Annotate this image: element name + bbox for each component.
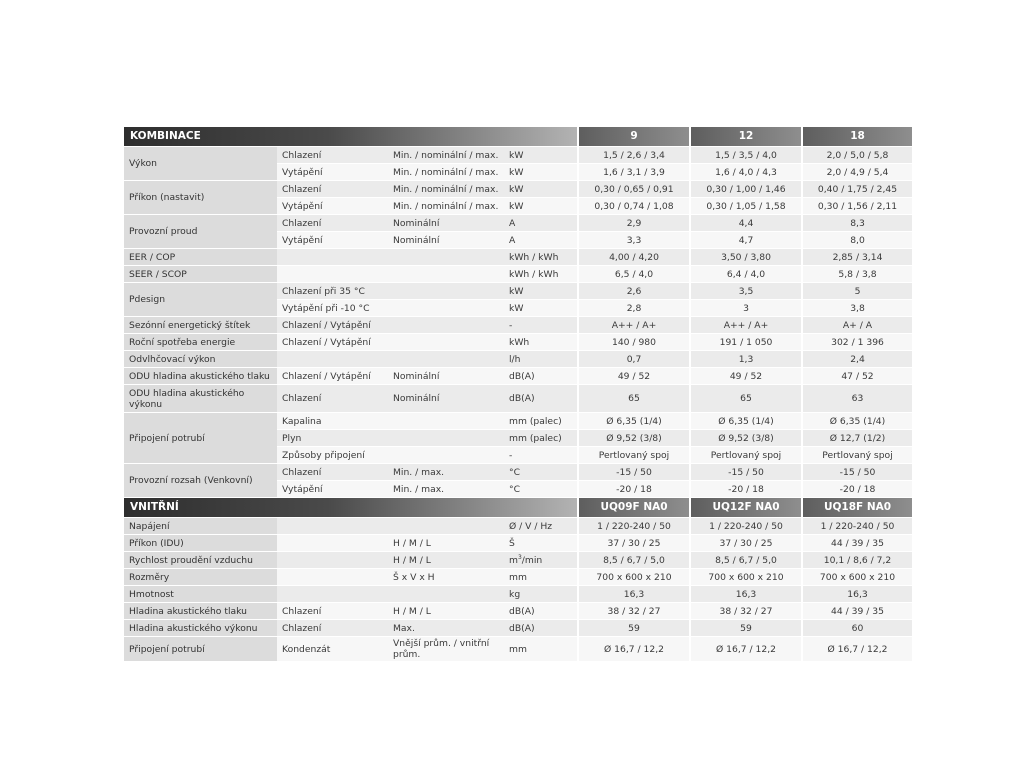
row-unit: kg xyxy=(504,586,577,603)
row-unit: °C xyxy=(504,481,577,498)
table-row xyxy=(124,620,912,637)
row-sub: Chlazení / Vytápění xyxy=(277,317,504,334)
cell-value: 3,5 xyxy=(689,283,801,300)
column-header: 12 xyxy=(689,127,801,147)
row-unit: °C xyxy=(504,464,577,481)
cell-value: 49 / 52 xyxy=(577,368,689,385)
row-unit: Š xyxy=(504,535,577,552)
row-sub: Chlazení xyxy=(277,464,388,481)
cell-value: -20 / 18 xyxy=(577,481,689,498)
row-sub: Chlazení xyxy=(277,385,388,413)
row-qualifier xyxy=(388,249,504,266)
row-qualifier: H / M / L xyxy=(388,552,504,569)
cell-value: 38 / 32 / 27 xyxy=(577,603,689,620)
cell-value: 1 / 220-240 / 50 xyxy=(801,518,912,535)
row-unit: kWh / kWh xyxy=(504,266,577,283)
row-label: Pdesign xyxy=(124,283,277,317)
row-unit: mm (palec) xyxy=(504,413,577,430)
cell-value: 1,6 / 3,1 / 3,9 xyxy=(577,164,689,181)
row-qualifier: Nominální xyxy=(388,215,504,232)
cell-value: 3 xyxy=(689,300,801,317)
row-label: Výkon xyxy=(124,147,277,181)
cell-value: Ø 16,7 / 12,2 xyxy=(801,637,912,662)
row-qualifier: Vnější prům. / vnitřní prům. xyxy=(388,637,504,662)
table-row xyxy=(124,215,912,232)
cell-value: 0,30 / 1,05 / 1,58 xyxy=(689,198,801,215)
row-unit: - xyxy=(504,447,577,464)
cell-value: 8,3 xyxy=(801,215,912,232)
row-qualifier: Min. / max. xyxy=(388,464,504,481)
cell-value: 16,3 xyxy=(689,586,801,603)
cell-value: 0,30 / 1,56 / 2,11 xyxy=(801,198,912,215)
table-row xyxy=(124,603,912,620)
cell-value: Ø 12,7 (1/2) xyxy=(801,430,912,447)
cell-value: 4,00 / 4,20 xyxy=(577,249,689,266)
row-sub xyxy=(277,586,388,603)
row-sub: Vytápění xyxy=(277,481,388,498)
cell-value: Ø 6,35 (1/4) xyxy=(801,413,912,430)
cell-value: 8,5 / 6,7 / 5,0 xyxy=(577,552,689,569)
cell-value: 1 / 220-240 / 50 xyxy=(577,518,689,535)
cell-value: 0,30 / 1,00 / 1,46 xyxy=(689,181,801,198)
cell-value: 59 xyxy=(577,620,689,637)
row-unit: Ø / V / Hz xyxy=(504,518,577,535)
row-label: Příkon (IDU) xyxy=(124,535,277,552)
cell-value: Ø 9,52 (3/8) xyxy=(689,430,801,447)
row-sub: Kapalina xyxy=(277,413,504,430)
cell-value: 1,5 / 2,6 / 3,4 xyxy=(577,147,689,164)
cell-value: 700 x 600 x 210 xyxy=(689,569,801,586)
cell-value: 140 / 980 xyxy=(577,334,689,351)
row-label: Rychlost proudění vzduchu xyxy=(124,552,277,569)
table-row xyxy=(124,385,912,413)
table-row xyxy=(124,249,912,266)
row-qualifier: Min. / max. xyxy=(388,481,504,498)
row-qualifier: Max. xyxy=(388,620,504,637)
cell-value: 191 / 1 050 xyxy=(689,334,801,351)
cell-value: Ø 16,7 / 12,2 xyxy=(577,637,689,662)
cell-value: 6,4 / 4,0 xyxy=(689,266,801,283)
row-sub: Chlazení xyxy=(277,181,388,198)
cell-value: 1,5 / 3,5 / 4,0 xyxy=(689,147,801,164)
table-row xyxy=(124,317,912,334)
cell-value: 44 / 39 / 35 xyxy=(801,535,912,552)
row-sub: Vytápění xyxy=(277,198,388,215)
cell-value: 10,1 / 8,6 / 7,2 xyxy=(801,552,912,569)
cell-value: -20 / 18 xyxy=(689,481,801,498)
row-sub: Chlazení xyxy=(277,147,388,164)
table-row xyxy=(124,637,912,662)
cell-value: -20 / 18 xyxy=(801,481,912,498)
cell-value: 1,3 xyxy=(689,351,801,368)
cell-value: 302 / 1 396 xyxy=(801,334,912,351)
row-qualifier: Nominální xyxy=(388,368,504,385)
cell-value: 44 / 39 / 35 xyxy=(801,603,912,620)
cell-value: 2,0 / 5,0 / 5,8 xyxy=(801,147,912,164)
column-header: UQ18F NA0 xyxy=(801,498,912,518)
cell-value: 4,7 xyxy=(689,232,801,249)
row-label: Hmotnost xyxy=(124,586,277,603)
cell-value: Ø 16,7 / 12,2 xyxy=(689,637,801,662)
row-qualifier: Min. / nominální / max. xyxy=(388,147,504,164)
cell-value: 3,3 xyxy=(577,232,689,249)
unit-tail: /min xyxy=(521,554,543,566)
table-row xyxy=(124,586,912,603)
row-unit: A xyxy=(504,215,577,232)
section-title: KOMBINACE xyxy=(124,127,577,147)
row-unit: - xyxy=(504,317,577,334)
table-row xyxy=(124,266,912,283)
cell-value: 0,30 / 0,74 / 1,08 xyxy=(577,198,689,215)
cell-value: 60 xyxy=(801,620,912,637)
cell-value: A++ / A+ xyxy=(689,317,801,334)
row-label: Připojení potrubí xyxy=(124,637,277,662)
cell-value: 2,8 xyxy=(577,300,689,317)
row-label: Hladina akustického tlaku xyxy=(124,603,277,620)
row-unit: mm (palec) xyxy=(504,430,577,447)
cell-value: 0,40 / 1,75 / 2,45 xyxy=(801,181,912,198)
row-unit: dB(A) xyxy=(504,368,577,385)
row-qualifier: Nominální xyxy=(388,385,504,413)
row-unit: A xyxy=(504,232,577,249)
row-qualifier xyxy=(388,266,504,283)
cell-value: Ø 6,35 (1/4) xyxy=(689,413,801,430)
row-unit: kW xyxy=(504,198,577,215)
row-label: Rozměry xyxy=(124,569,277,586)
cell-value: -15 / 50 xyxy=(577,464,689,481)
table-row xyxy=(124,147,912,164)
cell-value: Pertlovaný spoj xyxy=(801,447,912,464)
row-unit: mm xyxy=(504,637,577,662)
section-header-kombinace xyxy=(124,127,912,147)
cell-value: 63 xyxy=(801,385,912,413)
row-sub: Chlazení xyxy=(277,620,388,637)
column-header: UQ09F NA0 xyxy=(577,498,689,518)
cell-value: 0,7 xyxy=(577,351,689,368)
table-row xyxy=(124,464,912,481)
cell-value: 59 xyxy=(689,620,801,637)
row-qualifier: Š x V x H xyxy=(388,569,504,586)
row-sub xyxy=(277,266,388,283)
cell-value: 6,5 / 4,0 xyxy=(577,266,689,283)
row-unit: kWh / kWh xyxy=(504,249,577,266)
cell-value: 2,85 / 3,14 xyxy=(801,249,912,266)
row-sub: Chlazení / Vytápění xyxy=(277,334,504,351)
spec-sheet xyxy=(124,127,912,662)
row-sub xyxy=(277,249,388,266)
cell-value: 47 / 52 xyxy=(801,368,912,385)
row-label: Připojení potrubí xyxy=(124,413,277,464)
table-row xyxy=(124,552,912,569)
row-qualifier: H / M / L xyxy=(388,603,504,620)
cell-value: Ø 6,35 (1/4) xyxy=(577,413,689,430)
row-qualifier: Nominální xyxy=(388,232,504,249)
row-label: Roční spotřeba energie xyxy=(124,334,277,351)
cell-value: 2,6 xyxy=(577,283,689,300)
cell-value: 0,30 / 0,65 / 0,91 xyxy=(577,181,689,198)
row-unit: kW xyxy=(504,164,577,181)
spec-table xyxy=(124,127,912,662)
row-unit: kW xyxy=(504,147,577,164)
cell-value: 8,5 / 6,7 / 5,0 xyxy=(689,552,801,569)
row-label: Hladina akustického výkonu xyxy=(124,620,277,637)
unit-base: m xyxy=(509,554,518,566)
row-label: Příkon (nastavit) xyxy=(124,181,277,215)
cell-value: 49 / 52 xyxy=(689,368,801,385)
cell-value: 1 / 220-240 / 50 xyxy=(689,518,801,535)
row-sub: Vytápění xyxy=(277,164,388,181)
cell-value: 700 x 600 x 210 xyxy=(577,569,689,586)
column-header: 18 xyxy=(801,127,912,147)
row-label: SEER / SCOP xyxy=(124,266,277,283)
cell-value: 16,3 xyxy=(801,586,912,603)
row-sub: Chlazení xyxy=(277,215,388,232)
row-unit: kW xyxy=(504,300,577,317)
row-unit: dB(A) xyxy=(504,603,577,620)
row-qualifier: Min. / nominální / max. xyxy=(388,164,504,181)
cell-value: 700 x 600 x 210 xyxy=(801,569,912,586)
row-sub: Kondenzát xyxy=(277,637,388,662)
cell-value: Ø 9,52 (3/8) xyxy=(577,430,689,447)
cell-value: Pertlovaný spoj xyxy=(689,447,801,464)
row-sub: Chlazení / Vytápění xyxy=(277,368,388,385)
cell-value: 4,4 xyxy=(689,215,801,232)
cell-value: A+ / A xyxy=(801,317,912,334)
table-row xyxy=(124,518,912,535)
row-sub xyxy=(277,535,388,552)
row-label: Napájení xyxy=(124,518,277,535)
row-label: ODU hladina akustického tlaku xyxy=(124,368,277,385)
row-qualifier xyxy=(388,518,504,535)
row-qualifier: Min. / nominální / max. xyxy=(388,181,504,198)
row-label: Sezónní energetický štítek xyxy=(124,317,277,334)
row-label: EER / COP xyxy=(124,249,277,266)
cell-value: 65 xyxy=(577,385,689,413)
row-sub: Vytápění xyxy=(277,232,388,249)
row-sub xyxy=(277,569,388,586)
cell-value: 1,6 / 4,0 / 4,3 xyxy=(689,164,801,181)
cell-value: -15 / 50 xyxy=(801,464,912,481)
row-unit: kWh xyxy=(504,334,577,351)
row-unit xyxy=(504,552,577,569)
cell-value: A++ / A+ xyxy=(577,317,689,334)
row-label: Provozní proud xyxy=(124,215,277,249)
row-unit: l/h xyxy=(504,351,577,368)
table-row xyxy=(124,181,912,198)
column-header: UQ12F NA0 xyxy=(689,498,801,518)
row-unit: dB(A) xyxy=(504,620,577,637)
section-title: VNITŘNÍ xyxy=(124,498,577,518)
row-qualifier xyxy=(388,586,504,603)
row-label: ODU hladina akustického výkonu xyxy=(124,385,277,413)
row-sub: Vytápění při -10 °C xyxy=(277,300,504,317)
cell-value: Pertlovaný spoj xyxy=(577,447,689,464)
cell-value: 3,8 xyxy=(801,300,912,317)
cell-value: 5 xyxy=(801,283,912,300)
cell-value: 2,0 / 4,9 / 5,4 xyxy=(801,164,912,181)
row-sub xyxy=(277,518,388,535)
cell-value: 2,9 xyxy=(577,215,689,232)
row-unit: kW xyxy=(504,181,577,198)
section-header-vnitrni xyxy=(124,498,912,518)
cell-value: 37 / 30 / 25 xyxy=(577,535,689,552)
row-label: Provozní rozsah (Venkovní) xyxy=(124,464,277,498)
row-sub xyxy=(277,552,388,569)
column-header: 9 xyxy=(577,127,689,147)
cell-value: 38 / 32 / 27 xyxy=(689,603,801,620)
cell-value: 3,50 / 3,80 xyxy=(689,249,801,266)
row-unit: mm xyxy=(504,569,577,586)
cell-value: 5,8 / 3,8 xyxy=(801,266,912,283)
table-row xyxy=(124,334,912,351)
row-sub: Způsoby připojení xyxy=(277,447,504,464)
table-row xyxy=(124,368,912,385)
cell-value: 16,3 xyxy=(577,586,689,603)
row-label: Odvlhčovací výkon xyxy=(124,351,277,368)
row-qualifier xyxy=(388,351,504,368)
table-row xyxy=(124,413,912,430)
cell-value: 2,4 xyxy=(801,351,912,368)
table-row xyxy=(124,283,912,300)
cell-value: 37 / 30 / 25 xyxy=(689,535,801,552)
table-row xyxy=(124,351,912,368)
unit-superscript: 3 xyxy=(517,553,522,561)
row-unit: kW xyxy=(504,283,577,300)
cell-value: -15 / 50 xyxy=(689,464,801,481)
row-qualifier: Min. / nominální / max. xyxy=(388,198,504,215)
cell-value: 8,0 xyxy=(801,232,912,249)
row-unit: dB(A) xyxy=(504,385,577,413)
table-row xyxy=(124,535,912,552)
row-sub: Chlazení při 35 °C xyxy=(277,283,504,300)
row-sub: Chlazení xyxy=(277,603,388,620)
row-qualifier: H / M / L xyxy=(388,535,504,552)
cell-value: 65 xyxy=(689,385,801,413)
row-sub: Plyn xyxy=(277,430,504,447)
row-sub xyxy=(277,351,388,368)
table-row xyxy=(124,569,912,586)
